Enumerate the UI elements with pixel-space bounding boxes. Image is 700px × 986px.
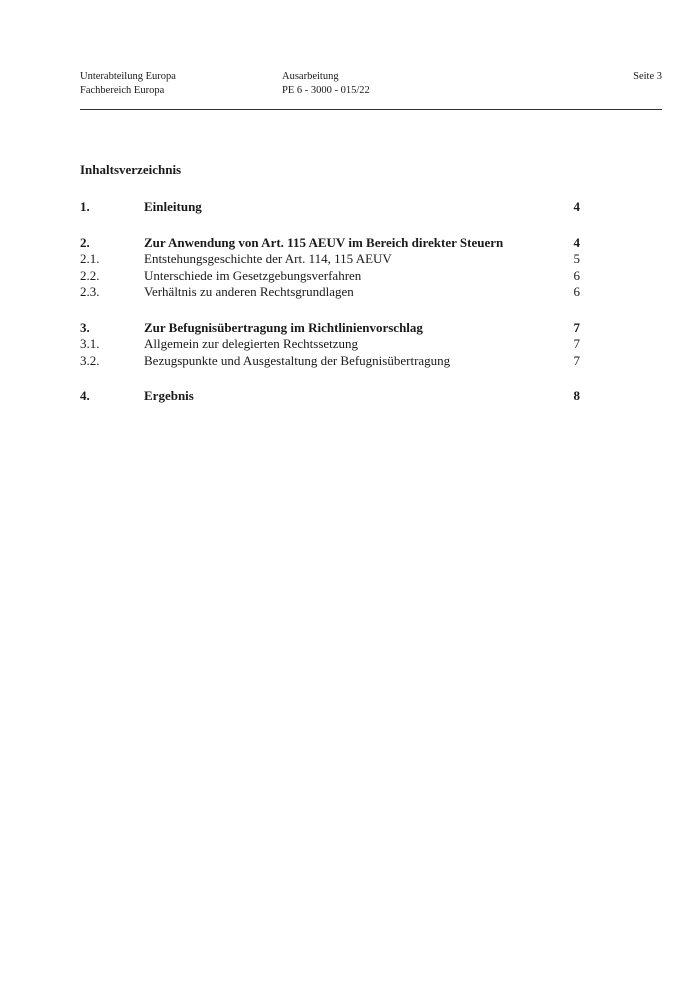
toc-entry-page: 6 <box>573 267 580 283</box>
toc-entry-title: Entstehungsgeschichte der Art. 114, 115 AEUV <box>144 251 392 266</box>
toc-entry-page: 7 <box>573 352 580 368</box>
header-document-type: Ausarbeitung <box>282 71 339 82</box>
header-section: Fachbereich Europa <box>80 85 165 96</box>
header-department <box>80 70 176 98</box>
toc-entry-title: Zur Befugnisübertragung im Richtlinienvorschlag <box>144 319 423 335</box>
toc-entry-page: 8 <box>573 388 580 403</box>
toc-entry-2-1 <box>80 251 580 268</box>
toc-entry-number: 2.3. <box>80 284 100 299</box>
header-document-info <box>282 70 370 98</box>
toc-entry-title: Einleitung <box>144 199 202 214</box>
toc-entry-page: 5 <box>573 251 580 266</box>
toc-entry-number: 3.2. <box>80 352 100 368</box>
header-divider <box>80 109 662 110</box>
toc-entry-2 <box>80 235 580 252</box>
header-page-number: Seite 3 <box>633 71 662 82</box>
toc-entry-1 <box>80 199 580 216</box>
toc-entry-title: Zur Anwendung von Art. 115 AEUV im Bereich direkter Steuern <box>144 234 504 250</box>
toc-entry-number: 1. <box>80 199 90 214</box>
toc-entry-page: 4 <box>573 234 580 250</box>
toc-entry-number: 3.1. <box>80 336 100 351</box>
toc-entry-title: Unterschiede im Gesetzgebungsverfahren <box>144 267 362 283</box>
toc-entry-page: 4 <box>573 199 580 214</box>
toc-entry-number: 2.1. <box>80 251 100 266</box>
toc-entry-3-2 <box>80 353 580 370</box>
table-of-contents <box>80 199 580 405</box>
header-document-number: PE 6 - 3000 - 015/22 <box>282 85 370 96</box>
toc-entry-3-1 <box>80 336 580 353</box>
toc-entry-number: 3. <box>80 319 90 335</box>
toc-entry-3 <box>80 320 580 337</box>
toc-entry-number: 2. <box>80 234 90 250</box>
toc-entry-2-2 <box>80 268 580 285</box>
toc-entry-title: Verhältnis zu anderen Rechtsgrundlagen <box>144 284 354 299</box>
toc-entry-title: Bezugspunkte und Ausgestaltung der Befugnisübertragung <box>144 352 451 368</box>
toc-entry-page: 7 <box>573 319 580 335</box>
toc-title: Inhaltsverzeichnis <box>80 162 182 177</box>
toc-entry-number: 2.2. <box>80 267 100 283</box>
header-subdivision: Unterabteilung Europa <box>80 71 176 82</box>
toc-entry-title: Ergebnis <box>144 388 194 403</box>
toc-entry-page: 7 <box>573 336 580 351</box>
toc-entry-2-3 <box>80 284 580 301</box>
toc-entry-title: Allgemein zur delegierten Rechtssetzung <box>144 336 359 351</box>
toc-entry-number: 4. <box>80 388 90 403</box>
toc-entry-4 <box>80 388 580 405</box>
toc-entry-page: 6 <box>573 284 580 299</box>
page-header <box>80 70 662 110</box>
